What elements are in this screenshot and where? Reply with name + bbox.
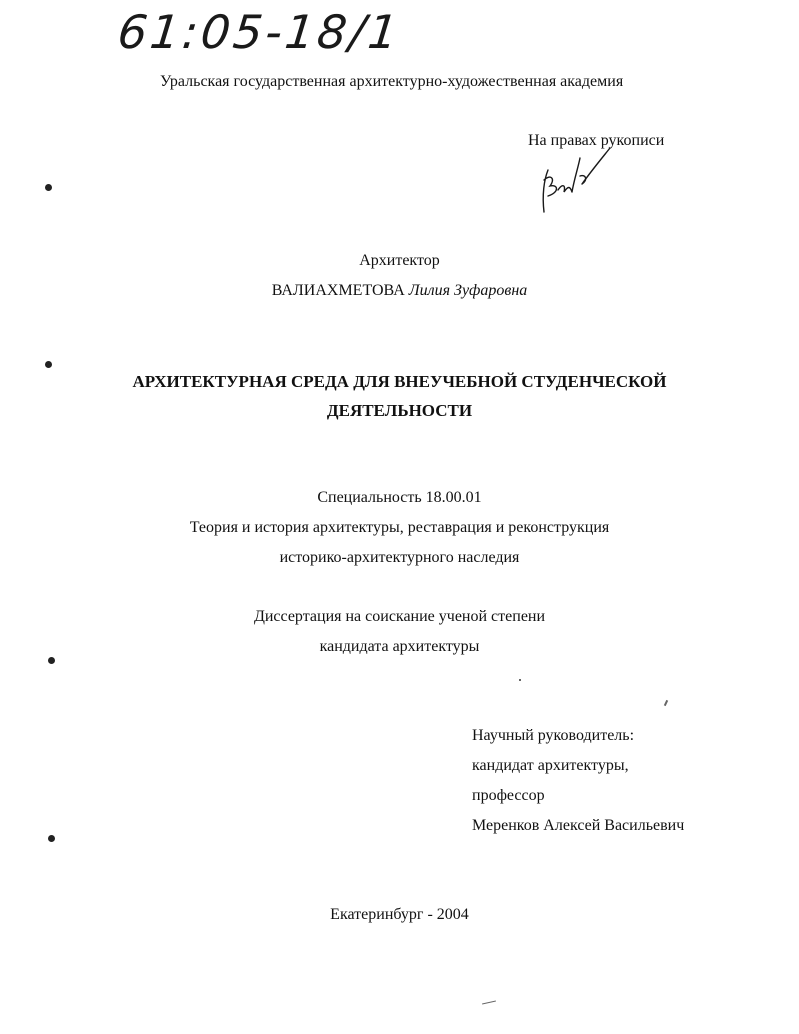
dissertation-title-line2: ДЕЯТЕЛЬНОСТИ bbox=[326, 401, 473, 420]
dissertation-title-line1: АРХИТЕКТУРНАЯ СРЕДА ДЛЯ ВНЕУЧЕБНОЙ СТУДЕНЧЕСКОЙ bbox=[132, 372, 667, 391]
binding-mark bbox=[48, 835, 55, 842]
manuscript-note: На правах рукописи bbox=[528, 132, 665, 149]
author-role: Архитектор bbox=[359, 252, 440, 269]
dissertation-degree-line1: Диссертация на соискание ученой степени bbox=[253, 608, 546, 625]
supervisor-name: Меренков Алексей Васильевич bbox=[472, 817, 685, 834]
binding-mark bbox=[45, 184, 52, 191]
signature-icon bbox=[536, 140, 616, 220]
supervisor-label: Научный руководитель: bbox=[472, 727, 635, 744]
binding-mark bbox=[45, 361, 52, 368]
dissertation-degree-line2: кандидата архитектуры bbox=[319, 638, 480, 655]
catalog-number: 61:05-18/1 bbox=[115, 5, 404, 59]
dissertation-title bbox=[0, 367, 799, 425]
institution-name: Уральская государственная архитектурно-художественная академия bbox=[160, 73, 624, 90]
binding-mark bbox=[48, 657, 55, 664]
supervisor-title: профессор bbox=[472, 787, 545, 804]
author-given-names: Лилия Зуфаровна bbox=[408, 282, 528, 299]
scan-speck bbox=[482, 1001, 496, 1005]
city-year: Екатеринбург - 2004 bbox=[330, 906, 469, 923]
author-name bbox=[0, 281, 799, 301]
specialty-code: Специальность 18.00.01 bbox=[317, 489, 482, 506]
specialty-name-line1: Теория и история архитектуры, реставрация и реконструкция bbox=[189, 519, 610, 536]
scan-speck bbox=[519, 679, 521, 681]
specialty-name-line2: историко-архитектурного наследия bbox=[279, 549, 520, 566]
scan-speck bbox=[664, 700, 668, 706]
supervisor-degree: кандидат архитектуры, bbox=[472, 757, 629, 774]
author-surname: ВАЛИАХМЕТОВА bbox=[271, 282, 405, 299]
